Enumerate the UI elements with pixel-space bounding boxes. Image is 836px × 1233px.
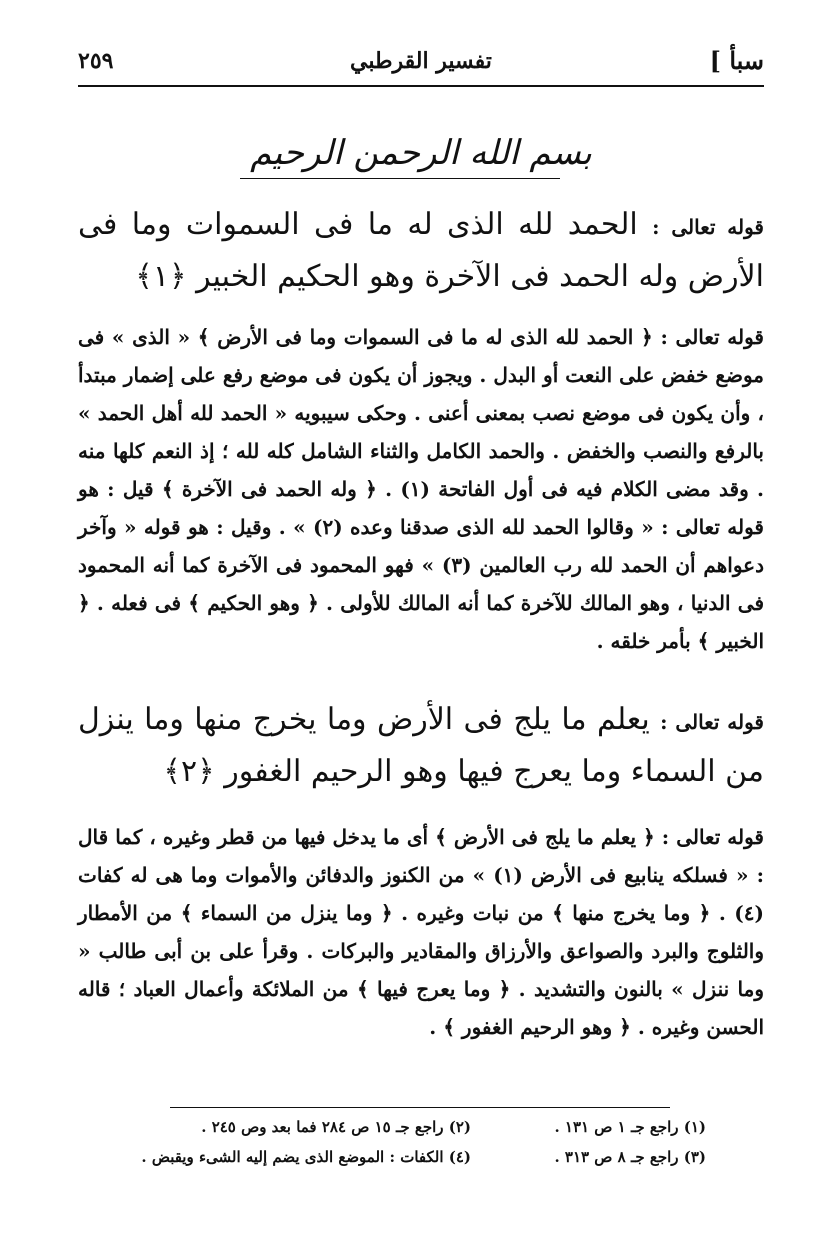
verse-1 [78, 200, 764, 302]
verse-1-text: الحمد لله الذى له ما فى السموات وما فى الأرض وله الحمد فى الآخرة وهو الحكيم الخبير [78, 207, 764, 294]
footnote-1: (١) راجع جـ ١ ص ١٣١ . [554, 1118, 706, 1136]
footnote-rule [170, 1107, 670, 1108]
basmala: بسم الله الرحمن الرحيم [250, 133, 592, 173]
commentary-2: قوله تعالى : ﴿ يعلم ما يلج فى الأرض ﴾ أى ما يدخل فيها من قطر وغيره ، كما قال : « فسلكه ينابيع فى الأرض (١) » من الكنوز والدفائن والأموات وما هى له كفات (٤) . ﴿ وما يخرج منها ﴾ من نبات وغيره . ﴿ وما ينزل من السماء ﴾ من الأمطار والثلوج والبرد والصواعق والأرزاق والمقادير والبركات . وقرأ على بن أبى طالب « وما ننزل » بالنون والتشديد . ﴿ وما يعرج فيها ﴾ من الملائكة وأعمال العباد ؛ قاله الحسن وغيره . ﴿ وهو الرحيم الغفور ﴾ . [78, 825, 764, 1039]
header-rule [78, 85, 764, 87]
footnote-4: (٤) الكفات : الموضع الذى يضم إليه الشىء ويقبض . [141, 1148, 471, 1166]
running-header [78, 44, 764, 84]
verse-2-text: يعلم ما يلج فى الأرض وما يخرج منها وما ينزل من السماء وما يعرج فيها وهو الرحيم الغفور [78, 702, 764, 789]
verse-2-lead: قوله تعالى : [660, 710, 764, 734]
verse-2 [78, 695, 764, 797]
footnote-3: (٣) راجع جـ ٨ ص ٣١٣ . [554, 1148, 706, 1166]
surah-name: سبأ ] [709, 46, 764, 75]
page-number: ٢٥٩ [78, 48, 114, 74]
footnote-2: (٢) راجع جـ ١٥ ص ٢٨٤ فما بعد وص ٢٤٥ . [201, 1118, 471, 1136]
verse-1-number: ﴿١﴾ [135, 259, 187, 294]
book-title: تفسير القرطبي [350, 48, 492, 74]
commentary-1: قوله تعالى : ﴿ الحمد لله الذى له ما فى السموات وما فى الأرض ﴾ « الذى » فى موضع خفض على النعت أو البدل . ويجوز أن يكون فى موضع رفع على إضمار مبتدأ ، وأن يكون فى موضع نصب بمعنى أعنى . وحكى سيبويه « الحمد لله أهل الحمد » بالرفع والنصب والخفض . والحمد الكامل والثناء الشامل كله لله ؛ إذ النعم كلها منه . وقد مضى الكلام فيه فى أول الفاتحة (١) . ﴿ وله الحمد فى الآخرة ﴾ قيل : هو قوله تعالى : « وقالوا الحمد لله الذى صدقنا وعده (٢) » . وقيل : هو قوله « وآخر دعواهم أن الحمد لله رب العالمين (٣) » فهو المحمود فى الآخرة كما أنه المحمود فى الدنيا ، وهو المالك للآخرة كما أنه المالك للأولى . ﴿ وهو الحكيم ﴾ فى فعله . ﴿ الخبير ﴾ بأمر خلقه . [78, 325, 764, 653]
verse-2-number: ﴿٢﴾ [163, 754, 215, 789]
basmala-underline [240, 178, 560, 179]
verse-1-lead: قوله تعالى : [652, 215, 764, 239]
